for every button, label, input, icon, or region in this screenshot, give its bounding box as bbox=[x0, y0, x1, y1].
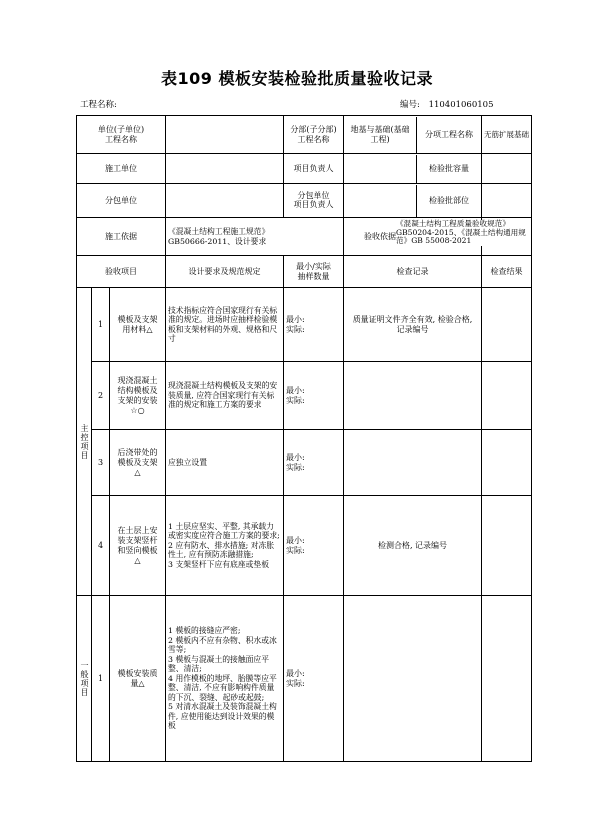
col-result-header: 检查结果 bbox=[482, 256, 532, 288]
division-value: 地基与基础(基础 工程) bbox=[344, 117, 417, 153]
col-item-header: 验收项目 bbox=[77, 256, 166, 288]
item-result[interactable] bbox=[482, 362, 532, 430]
project-manager-label: 项目负责人 bbox=[284, 154, 344, 184]
batch-location-label: 检验批部位 bbox=[429, 195, 470, 205]
subitem-label: 分项工程名称 bbox=[425, 129, 474, 139]
item-requirement: 1 土层应坚实、平整, 其承载力或密实度应符合施工方案的要求; 2 应有防水、排水措施; 对冻胀性土, 应有预防冻融措施; 3 支架竖杆下应有底座或垫板 bbox=[166, 496, 284, 596]
item-record[interactable] bbox=[344, 430, 482, 496]
basis-value: 《混凝土结构工程施工规范》 GB50666-2011、设计要求 bbox=[166, 218, 344, 256]
item-requirement: 1 模板的接缝应严密; 2 模板内不应有杂物、积水或冰雪等; 3 模板与混凝土的接触面应平整、清洁; 4 用作模板的地坪、胎膜等应平整、清洁, 不应有影响构件质量的下沉、裂缝、起砂或起鼓; 5 对清水混凝土及装饰混凝土构件, 应使用能达到设计效果的模板 bbox=[166, 596, 284, 762]
col-sample-header: 最小/实际 抽样数量 bbox=[284, 256, 344, 288]
subcontract-manager-value[interactable] bbox=[344, 185, 417, 217]
batch-capacity-label: 检验批容量 bbox=[429, 163, 470, 173]
number-label: 编号: bbox=[400, 100, 420, 110]
number-field bbox=[400, 98, 493, 110]
item-requirement: 应独立设置 bbox=[166, 430, 284, 496]
page-title: 表109 模板安装检验批质量验收记录 bbox=[161, 69, 433, 88]
col-record-header: 检查记录 bbox=[344, 256, 482, 288]
acceptance-basis-label: 验收依据 bbox=[364, 231, 397, 241]
item-sample[interactable]: 最小: 实际: bbox=[284, 288, 344, 362]
unit-label-cell: 单位(子单位) 工程名称 bbox=[77, 116, 166, 154]
construction-unit-value[interactable] bbox=[166, 154, 284, 184]
item-name: 模板及支架 用材料△ bbox=[110, 288, 166, 362]
item-no: 1 bbox=[92, 288, 110, 362]
number-value: 110401060105 bbox=[428, 100, 494, 110]
col-requirement-header: 设计要求及规范规定 bbox=[166, 256, 284, 288]
acceptance-basis-value: 《混凝土结构工程质量验收规范》GB50204-2015、《混凝土结构通用规范》GB 55008-2021 bbox=[396, 220, 529, 246]
item-name: 在土层上安 装支架竖杆 和竖向模板 △ bbox=[110, 496, 166, 596]
batch-location-value[interactable] bbox=[482, 184, 532, 218]
item-sample[interactable]: 最小: 实际: bbox=[284, 430, 344, 496]
general-group-label: 一般项目 bbox=[77, 596, 92, 762]
subcontract-unit-label: 分包单位 bbox=[77, 184, 166, 218]
item-no: 4 bbox=[92, 496, 110, 596]
construction-unit-label: 施工单位 bbox=[77, 154, 166, 184]
item-result[interactable] bbox=[482, 496, 532, 596]
item-record[interactable] bbox=[344, 362, 482, 430]
item-no: 2 bbox=[92, 362, 110, 430]
item-record[interactable]: 质量证明文件齐全有效, 检验合格, 记录编号 bbox=[344, 288, 482, 362]
batch-capacity-value[interactable] bbox=[482, 154, 532, 184]
item-requirement: 现浇混凝土结构模板及支架的安装质量, 应符合国家现行有关标准的规定和施工方案的要求 bbox=[166, 362, 284, 430]
item-name: 现浇混凝土 结构模板及 支架的安装 ☆○ bbox=[110, 362, 166, 430]
subcontract-manager-label: 分包单位 项目负责人 bbox=[284, 184, 344, 218]
item-sample[interactable]: 最小: 实际: bbox=[284, 496, 344, 596]
item-sample[interactable]: 最小: 实际: bbox=[284, 596, 344, 762]
item-result[interactable] bbox=[482, 288, 532, 362]
item-record[interactable]: 检测合格, 记录编号 bbox=[344, 496, 482, 596]
item-name: 模板安装质 量△ bbox=[110, 596, 166, 762]
division-label-cell: 分部(子分部) 工程名称 bbox=[284, 116, 344, 154]
item-sample[interactable]: 最小: 实际: bbox=[284, 362, 344, 430]
item-name: 后浇带处的 模板及支架 △ bbox=[110, 430, 166, 496]
manager-capacity-cell bbox=[344, 154, 482, 184]
unit-value-cell[interactable] bbox=[166, 116, 284, 154]
item-requirement: 技术指标应符合国家现行有关标准的规定。进场时应抽样检验模板和支架材料的外观、规格和尺寸 bbox=[166, 288, 284, 362]
item-no: 1 bbox=[92, 596, 110, 762]
project-manager-value[interactable] bbox=[344, 155, 417, 183]
division-subitem-cell bbox=[344, 116, 482, 154]
subitem-value-cell: 无筋扩展基础 bbox=[482, 116, 532, 154]
main-group-label: 主控项目 bbox=[77, 288, 92, 596]
acceptance-basis-value-right bbox=[396, 218, 532, 256]
subcontract-unit-value[interactable] bbox=[166, 184, 284, 218]
project-name-label: 工程名称: bbox=[80, 100, 117, 110]
basis-label: 施工依据 bbox=[77, 218, 166, 256]
item-result[interactable] bbox=[482, 430, 532, 496]
sub-manager-location-cell bbox=[344, 184, 482, 218]
item-record[interactable] bbox=[344, 596, 482, 762]
acceptance-table bbox=[76, 115, 532, 762]
item-result[interactable] bbox=[482, 596, 532, 762]
item-no: 3 bbox=[92, 430, 110, 496]
